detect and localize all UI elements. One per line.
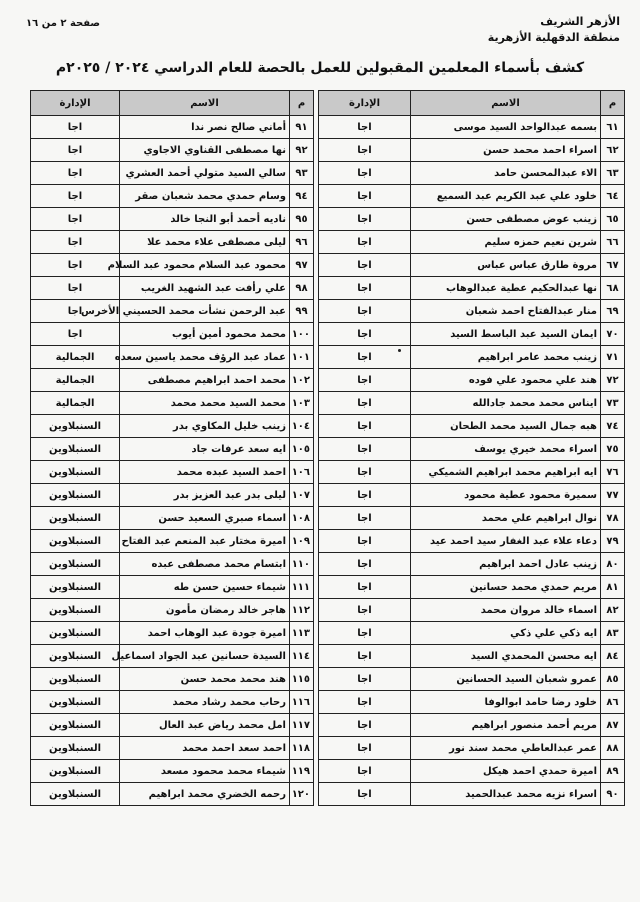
table-row xyxy=(319,553,625,576)
administration: الجمالية xyxy=(31,346,120,369)
table-row xyxy=(319,668,625,691)
table-row xyxy=(31,507,314,530)
table-row xyxy=(31,346,314,369)
administration: اجا xyxy=(319,576,411,599)
administration: اجا xyxy=(31,323,120,346)
administration: السنبلاوين xyxy=(31,507,120,530)
table-row xyxy=(31,737,314,760)
row-number: ١١٥ xyxy=(290,668,314,691)
table-row xyxy=(31,622,314,645)
teacher-name: زينب خليل المكاوي بدر xyxy=(120,415,290,438)
row-number: ١١٣ xyxy=(290,622,314,645)
administration: اجا xyxy=(319,346,411,369)
teacher-name: احمد السيد عبده محمد xyxy=(120,461,290,484)
administration: السنبلاوين xyxy=(31,645,120,668)
teacher-name: عمرو شعبان السيد الحسانين xyxy=(411,668,601,691)
teacher-name: نوال ابراهيم علي محمد xyxy=(411,507,601,530)
table-row xyxy=(319,277,625,300)
table-row xyxy=(319,254,625,277)
administration: اجا xyxy=(319,415,411,438)
teacher-name: احمد سعد احمد محمد xyxy=(120,737,290,760)
administration: اجا xyxy=(319,507,411,530)
table-row xyxy=(319,346,625,369)
teacher-name: ايه ذكي علي ذكي xyxy=(411,622,601,645)
table-row xyxy=(319,438,625,461)
row-number: ٨٤ xyxy=(601,645,625,668)
row-number: ١١٦ xyxy=(290,691,314,714)
table-row xyxy=(319,737,625,760)
administration: اجا xyxy=(31,162,120,185)
teacher-name: زينب عوض مصطفى حسن xyxy=(411,208,601,231)
row-number: ٩٩ xyxy=(290,300,314,323)
administration: اجا xyxy=(319,231,411,254)
row-number: ٦٥ xyxy=(601,208,625,231)
teacher-name: ايه سعد عرفات جاد xyxy=(120,438,290,461)
administration: اجا xyxy=(319,783,411,806)
row-number: ٨٨ xyxy=(601,737,625,760)
row-number: ٧٠ xyxy=(601,323,625,346)
row-number: ٧٢ xyxy=(601,369,625,392)
table-row xyxy=(31,300,314,323)
row-number: ٨٣ xyxy=(601,622,625,645)
teacher-name: رحمه الخضري محمد ابراهيم xyxy=(120,783,290,806)
column-header-num: م xyxy=(290,91,314,116)
table-row xyxy=(31,691,314,714)
teacher-name: زينب محمد عامر ابراهيم xyxy=(411,346,601,369)
org-name: الأزهر الشريف xyxy=(540,15,620,28)
teacher-name: نها مصطفى القناوي الاجاوي xyxy=(120,139,290,162)
table-row xyxy=(319,783,625,806)
table-row xyxy=(31,599,314,622)
table-row xyxy=(319,622,625,645)
table-header-row xyxy=(31,91,314,116)
teachers-table-right xyxy=(318,90,625,806)
teacher-name: وسام حمدي محمد شعبان صقر xyxy=(120,185,290,208)
column-header-name: الاسم xyxy=(120,91,290,116)
teacher-name: شرين نعيم حمزه سليم xyxy=(411,231,601,254)
column-header-admin: الإدارة xyxy=(319,91,411,116)
teacher-name: اسماء خالد مروان محمد xyxy=(411,599,601,622)
administration: اجا xyxy=(31,254,120,277)
teacher-name: محمد احمد ابراهيم مصطفى xyxy=(120,369,290,392)
table-row xyxy=(31,415,314,438)
table-row xyxy=(319,369,625,392)
table-header-row xyxy=(319,91,625,116)
row-number: ٧٨ xyxy=(601,507,625,530)
teacher-name: علي رأفت عبد الشهيد الغريب xyxy=(120,277,290,300)
teacher-name: ايه محسن المحمدي السيد xyxy=(411,645,601,668)
teacher-name: ليلى بدر عبد العزيز بدر xyxy=(120,484,290,507)
row-number: ٩٣ xyxy=(290,162,314,185)
table-row xyxy=(31,323,314,346)
administration: اجا xyxy=(31,277,120,300)
table-row xyxy=(31,783,314,806)
table-row xyxy=(31,668,314,691)
administration: اجا xyxy=(31,116,120,139)
row-number: ٨٠ xyxy=(601,553,625,576)
administration: اجا xyxy=(31,300,120,323)
row-number: ٨٢ xyxy=(601,599,625,622)
teacher-name: دعاء علاء عبد الغفار سيد احمد عيد xyxy=(411,530,601,553)
table-row xyxy=(31,714,314,737)
row-number: ٦٤ xyxy=(601,185,625,208)
row-number: ١١٢ xyxy=(290,599,314,622)
teacher-name: خلود علي عبد الكريم عبد السميع xyxy=(411,185,601,208)
table-row xyxy=(319,691,625,714)
administration: اجا xyxy=(319,139,411,162)
administration: اجا xyxy=(319,553,411,576)
table-row xyxy=(319,576,625,599)
administration: السنبلاوين xyxy=(31,760,120,783)
administration: الجمالية xyxy=(31,369,120,392)
row-number: ٩١ xyxy=(290,116,314,139)
teacher-name: محمد السيد محمد محمد xyxy=(120,392,290,415)
teacher-name: اميرة جودة عبد الوهاب احمد xyxy=(120,622,290,645)
row-number: ٩٥ xyxy=(290,208,314,231)
teacher-name: مروة طارق عباس عباس xyxy=(411,254,601,277)
teacher-name: محمد محمود أمين أيوب xyxy=(120,323,290,346)
administration: اجا xyxy=(319,691,411,714)
table-row xyxy=(319,185,625,208)
administration: اجا xyxy=(319,254,411,277)
administration: السنبلاوين xyxy=(31,484,120,507)
row-number: ١٠٥ xyxy=(290,438,314,461)
table-row xyxy=(319,392,625,415)
administration: اجا xyxy=(319,185,411,208)
teacher-name: عبد الرحمن نشأت محمد الحسيني الأخرس xyxy=(120,300,290,323)
row-number: ٦٦ xyxy=(601,231,625,254)
table-row xyxy=(31,231,314,254)
row-number: ١١١ xyxy=(290,576,314,599)
row-number: ٧٩ xyxy=(601,530,625,553)
table-row xyxy=(319,116,625,139)
table-row xyxy=(31,645,314,668)
row-number: ٧٧ xyxy=(601,484,625,507)
teacher-name: ليلى مصطفى علاء محمد علا xyxy=(120,231,290,254)
teacher-name: الاء عبدالمحسن حامد xyxy=(411,162,601,185)
row-number: ٩٦ xyxy=(290,231,314,254)
administration: اجا xyxy=(319,162,411,185)
row-number: ١٢٠ xyxy=(290,783,314,806)
row-number: ٦٢ xyxy=(601,139,625,162)
table-row xyxy=(319,507,625,530)
table-row xyxy=(319,530,625,553)
table-row xyxy=(319,484,625,507)
administration: اجا xyxy=(319,645,411,668)
administration: اجا xyxy=(319,277,411,300)
administration: السنبلاوين xyxy=(31,668,120,691)
teacher-name: ايمان السيد عبد الباسط السيد xyxy=(411,323,601,346)
row-number: ١١٩ xyxy=(290,760,314,783)
teacher-name: عمر عبدالعاطي محمد سند نور xyxy=(411,737,601,760)
page-title: كشف بأسماء المعلمين المقبولين للعمل بالحصة للعام الدراسي ٢٠٢٤ / ٢٠٢٥م xyxy=(55,60,585,76)
table-row xyxy=(31,530,314,553)
administration: اجا xyxy=(31,185,120,208)
row-number: ١٠٠ xyxy=(290,323,314,346)
row-number: ٦٧ xyxy=(601,254,625,277)
teacher-name: اميرة حمدي احمد هيكل xyxy=(411,760,601,783)
administration: اجا xyxy=(319,737,411,760)
administration: اجا xyxy=(319,300,411,323)
administration: السنبلاوين xyxy=(31,438,120,461)
teacher-name: هاجر خالد رمضان مأمون xyxy=(120,599,290,622)
row-number: ٨٥ xyxy=(601,668,625,691)
row-number: ٨٩ xyxy=(601,760,625,783)
table-row xyxy=(31,438,314,461)
teacher-name: عماد عبد الرؤف محمد ياسين سعده xyxy=(120,346,290,369)
row-number: ١١٧ xyxy=(290,714,314,737)
administration: اجا xyxy=(319,760,411,783)
table-row xyxy=(319,139,625,162)
table-row xyxy=(319,645,625,668)
administration: اجا xyxy=(319,392,411,415)
table-row xyxy=(31,760,314,783)
table-row xyxy=(31,116,314,139)
table-row xyxy=(319,760,625,783)
row-number: ١٠٨ xyxy=(290,507,314,530)
table-row xyxy=(31,461,314,484)
row-number: ٨٧ xyxy=(601,714,625,737)
region-name: منطقة الدقهلية الأزهرية xyxy=(487,31,620,44)
column-header-name: الاسم xyxy=(411,91,601,116)
row-number: ٦١ xyxy=(601,116,625,139)
administration: اجا xyxy=(319,530,411,553)
table-row xyxy=(319,300,625,323)
row-number: ١٠١ xyxy=(290,346,314,369)
teacher-name: ايه ابراهيم محمد ابراهيم الشميكي xyxy=(411,461,601,484)
administration: السنبلاوين xyxy=(31,714,120,737)
table-row xyxy=(319,208,625,231)
teacher-name: مريم أحمد منصور ابراهيم xyxy=(411,714,601,737)
row-number: ١٠٤ xyxy=(290,415,314,438)
administration: السنبلاوين xyxy=(31,415,120,438)
teacher-name: اسماء صبري السعيد حسن xyxy=(120,507,290,530)
row-number: ١٠٧ xyxy=(290,484,314,507)
teacher-name: امل محمد رياض عبد العال xyxy=(120,714,290,737)
table-row xyxy=(31,369,314,392)
teacher-name: هبه جمال السيد محمد الطحان xyxy=(411,415,601,438)
row-number: ٦٣ xyxy=(601,162,625,185)
teacher-name: هند علي محمود علي فوده xyxy=(411,369,601,392)
administration: اجا xyxy=(319,599,411,622)
table-row xyxy=(31,208,314,231)
administration: السنبلاوين xyxy=(31,691,120,714)
teacher-name: بسمه عبدالواحد السيد موسى xyxy=(411,116,601,139)
table-row xyxy=(31,553,314,576)
row-number: ١١٤ xyxy=(290,645,314,668)
table-row xyxy=(319,415,625,438)
administration: اجا xyxy=(319,208,411,231)
row-number: ١٠٩ xyxy=(290,530,314,553)
table-row xyxy=(31,484,314,507)
administration: السنبلاوين xyxy=(31,461,120,484)
teacher-name: مريم حمدي محمد حسانين xyxy=(411,576,601,599)
administration: اجا xyxy=(319,369,411,392)
teacher-name: اسراء محمد خيري يوسف xyxy=(411,438,601,461)
teacher-name: هند محمد محمد حسن xyxy=(120,668,290,691)
row-number: ٧٣ xyxy=(601,392,625,415)
column-header-num: م xyxy=(601,91,625,116)
teachers-table-left xyxy=(30,90,314,806)
row-number: ٩٢ xyxy=(290,139,314,162)
administration: اجا xyxy=(319,668,411,691)
table-row xyxy=(319,231,625,254)
row-number: ٦٩ xyxy=(601,300,625,323)
stray-mark xyxy=(398,349,401,352)
row-number: ٦٨ xyxy=(601,277,625,300)
administration: اجا xyxy=(31,208,120,231)
administration: السنبلاوين xyxy=(31,553,120,576)
teacher-name: زينب عادل احمد ابراهيم xyxy=(411,553,601,576)
administration: اجا xyxy=(319,622,411,645)
row-number: ٨١ xyxy=(601,576,625,599)
administration: اجا xyxy=(31,231,120,254)
table-row xyxy=(319,323,625,346)
row-number: ١٠٦ xyxy=(290,461,314,484)
teacher-name: اسراء نزيه محمد عبدالحميد xyxy=(411,783,601,806)
table-row xyxy=(31,277,314,300)
row-number: ١١٨ xyxy=(290,737,314,760)
row-number: ٧٦ xyxy=(601,461,625,484)
row-number: ٨٦ xyxy=(601,691,625,714)
teacher-name: منار عبدالفتاح احمد شعبان xyxy=(411,300,601,323)
administration: السنبلاوين xyxy=(31,599,120,622)
table-row xyxy=(31,139,314,162)
table-row xyxy=(31,576,314,599)
row-number: ٩٠ xyxy=(601,783,625,806)
table-row xyxy=(31,162,314,185)
administration: اجا xyxy=(31,139,120,162)
teacher-name: رحاب محمد رشاد محمد xyxy=(120,691,290,714)
table-row xyxy=(319,599,625,622)
administration: السنبلاوين xyxy=(31,622,120,645)
administration: اجا xyxy=(319,484,411,507)
table-row xyxy=(319,714,625,737)
teacher-name: شيماء حسين حسن طه xyxy=(120,576,290,599)
administration: السنبلاوين xyxy=(31,530,120,553)
row-number: ٧١ xyxy=(601,346,625,369)
teacher-name: السيدة حسانين عبد الجواد اسماعيل xyxy=(120,645,290,668)
row-number: ٩٧ xyxy=(290,254,314,277)
row-number: ٧٥ xyxy=(601,438,625,461)
table-row xyxy=(31,185,314,208)
administration: اجا xyxy=(319,461,411,484)
administration: اجا xyxy=(319,714,411,737)
administration: الجمالية xyxy=(31,392,120,415)
teacher-name: شيماء محمد محمود مسعد xyxy=(120,760,290,783)
teacher-name: محمود عبد السلام محمود عبد السلام xyxy=(120,254,290,277)
teacher-name: ناديه أحمد أبو النجا خالد xyxy=(120,208,290,231)
column-header-admin: الإدارة xyxy=(31,91,120,116)
table-row xyxy=(319,162,625,185)
teacher-name: سالي السيد متولي أحمد العشري xyxy=(120,162,290,185)
table-row xyxy=(31,254,314,277)
teacher-name: ايناس محمد محمد جادالله xyxy=(411,392,601,415)
teacher-name: ابتسام محمد مصطفى عبده xyxy=(120,553,290,576)
row-number: ٩٨ xyxy=(290,277,314,300)
administration: اجا xyxy=(319,116,411,139)
row-number: ٧٤ xyxy=(601,415,625,438)
administration: السنبلاوين xyxy=(31,783,120,806)
table-row xyxy=(319,461,625,484)
teacher-name: اسراء احمد محمد حسن xyxy=(411,139,601,162)
administration: السنبلاوين xyxy=(31,737,120,760)
row-number: ١٠٣ xyxy=(290,392,314,415)
administration: اجا xyxy=(319,323,411,346)
document-header xyxy=(488,14,620,46)
administration: السنبلاوين xyxy=(31,576,120,599)
teacher-name: خلود رضا حامد ابوالوفا xyxy=(411,691,601,714)
teacher-name: سميرة محمود عطية محمود xyxy=(411,484,601,507)
row-number: ٩٤ xyxy=(290,185,314,208)
row-number: ١١٠ xyxy=(290,553,314,576)
teacher-name: نها عبدالحكيم عطية عبدالوهاب xyxy=(411,277,601,300)
administration: اجا xyxy=(319,438,411,461)
row-number: ١٠٢ xyxy=(290,369,314,392)
table-row xyxy=(31,392,314,415)
teacher-name: اميرة مختار عبد المنعم عبد الفتاح xyxy=(120,530,290,553)
teacher-name: أماني صالح نصر ندا xyxy=(120,116,290,139)
page-number: صفحة ٢ من ١٦ xyxy=(26,18,101,29)
